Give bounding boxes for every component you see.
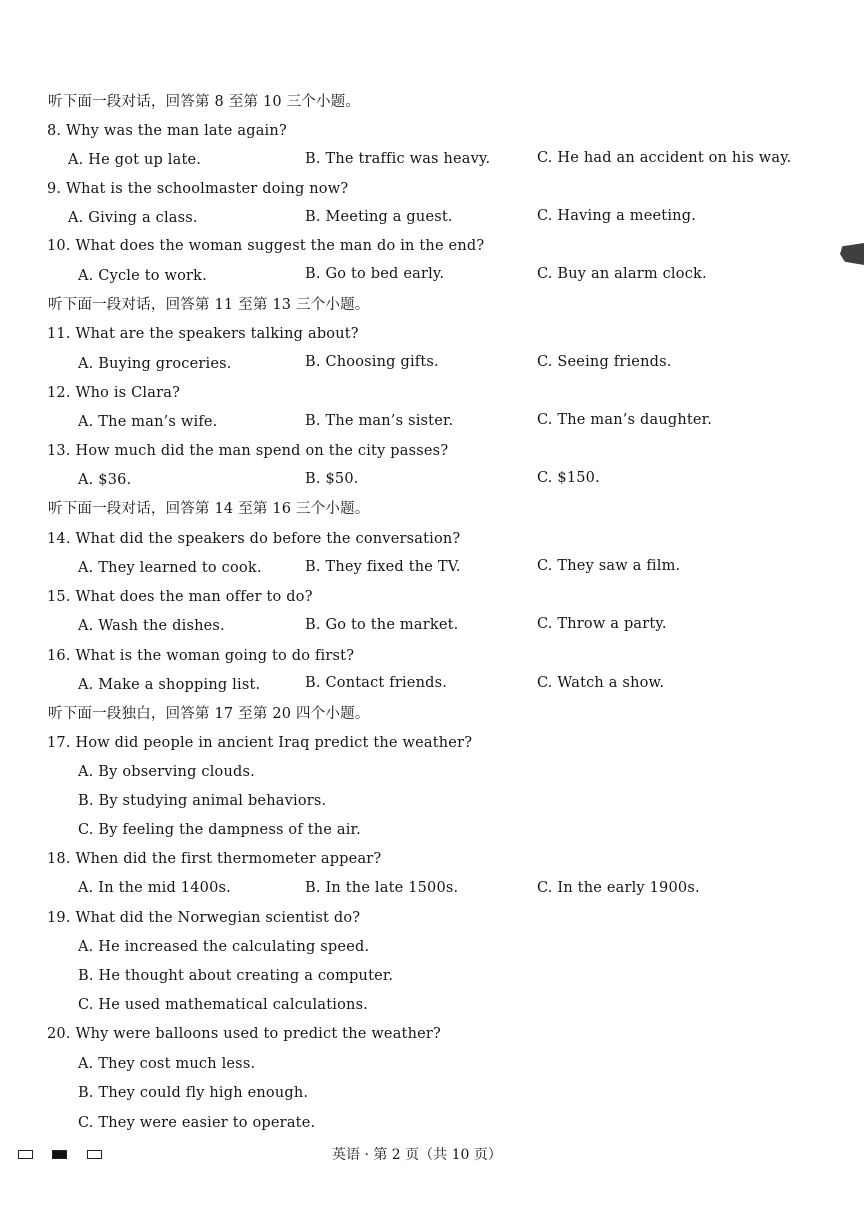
question-15: 15. What does the man offer to do? [47, 589, 313, 605]
q19-option-a: A. He increased the calculating speed. [78, 939, 370, 955]
question-19: 19. What did the Norwegian scientist do? [47, 910, 361, 926]
section-instruction: 听下面一段对话，回答第 14 至第 16 三个小题。 [48, 501, 370, 517]
q13-option-c: C. $150. [537, 470, 600, 486]
q8-option-a: A. He got up late. [68, 152, 202, 168]
q19-option-c: C. He used mathematical calculations. [78, 997, 369, 1013]
q20-option-c: C. They were easier to operate. [78, 1115, 316, 1131]
q17-option-c: C. By feeling the dampness of the air. [78, 822, 361, 838]
question-9: 9. What is the schoolmaster doing now? [47, 181, 349, 197]
question-17: 17. How did people in ancient Iraq predict the weather? [47, 735, 473, 751]
question-13: 13. How much did the man spend on the city passes? [47, 443, 449, 459]
q11-option-c: C. Seeing friends. [537, 354, 672, 370]
q14-option-c: C. They saw a film. [537, 558, 681, 574]
q12-option-a: A. The man’s wife. [78, 414, 218, 430]
section-instruction: 听下面一段独白，回答第 17 至第 20 四个小题。 [48, 706, 370, 722]
q13-option-a: A. $36. [78, 472, 132, 488]
q18-option-a: A. In the mid 1400s. [78, 880, 231, 896]
q9-option-c: C. Having a meeting. [537, 208, 697, 224]
question-14: 14. What did the speakers do before the conversation? [47, 531, 461, 547]
filled-box-icon [52, 1150, 67, 1159]
q8-option-b: B. The traffic was heavy. [305, 151, 491, 167]
question-16: 16. What is the woman going to do first? [47, 648, 355, 664]
q17-option-a: A. By observing clouds. [78, 764, 255, 780]
question-20: 20. Why were balloons used to predict the weather? [47, 1026, 442, 1042]
q16-option-b: B. Contact friends. [305, 675, 448, 691]
question-10: 10. What does the woman suggest the man do in the end? [47, 238, 485, 254]
q13-option-b: B. $50. [305, 471, 359, 487]
q10-option-a: A. Cycle to work. [78, 268, 207, 284]
section-instruction: 听下面一段对话，回答第 8 至第 10 三个小题。 [48, 94, 361, 110]
question-11: 11. What are the speakers talking about? [47, 326, 359, 342]
q20-option-b: B. They could fly high enough. [78, 1085, 309, 1101]
q10-option-b: B. Go to bed early. [305, 266, 445, 282]
q20-option-a: A. They cost much less. [78, 1056, 256, 1072]
q14-option-b: B. They fixed the TV. [305, 559, 461, 575]
q16-option-a: A. Make a shopping list. [78, 677, 261, 693]
empty-box-icon [87, 1150, 102, 1159]
q18-option-c: C. In the early 1900s. [537, 880, 700, 896]
question-18: 18. When did the first thermometer appear? [47, 851, 382, 867]
q19-option-b: B. He thought about creating a computer. [78, 968, 394, 984]
q12-option-b: B. The man’s sister. [305, 413, 454, 429]
binding-mark-decoration [840, 243, 864, 265]
q8-option-c: C. He had an accident on his way. [537, 150, 792, 166]
question-8: 8. Why was the man late again? [47, 123, 287, 139]
q14-option-a: A. They learned to cook. [78, 560, 262, 576]
q11-option-a: A. Buying groceries. [78, 356, 232, 372]
question-12: 12. Who is Clara? [47, 385, 181, 401]
q11-option-b: B. Choosing gifts. [305, 354, 439, 370]
q9-option-a: A. Giving a class. [68, 210, 198, 226]
page-number: 英语 · 第 2 页（共 10 页） [332, 1147, 502, 1163]
q17-option-b: B. By studying animal behaviors. [78, 793, 327, 809]
section-instruction: 听下面一段对话，回答第 11 至第 13 三个小题。 [48, 297, 370, 313]
q9-option-b: B. Meeting a guest. [305, 209, 453, 225]
q10-option-c: C. Buy an alarm clock. [537, 266, 707, 282]
q16-option-c: C. Watch a show. [537, 675, 665, 691]
q12-option-c: C. The man’s daughter. [537, 412, 713, 428]
q15-option-a: A. Wash the dishes. [78, 618, 225, 634]
q18-option-b: B. In the late 1500s. [305, 880, 459, 896]
q15-option-c: C. Throw a party. [537, 616, 667, 632]
empty-box-icon [18, 1150, 33, 1159]
page-footer [0, 1145, 867, 1165]
q15-option-b: B. Go to the market. [305, 617, 459, 633]
